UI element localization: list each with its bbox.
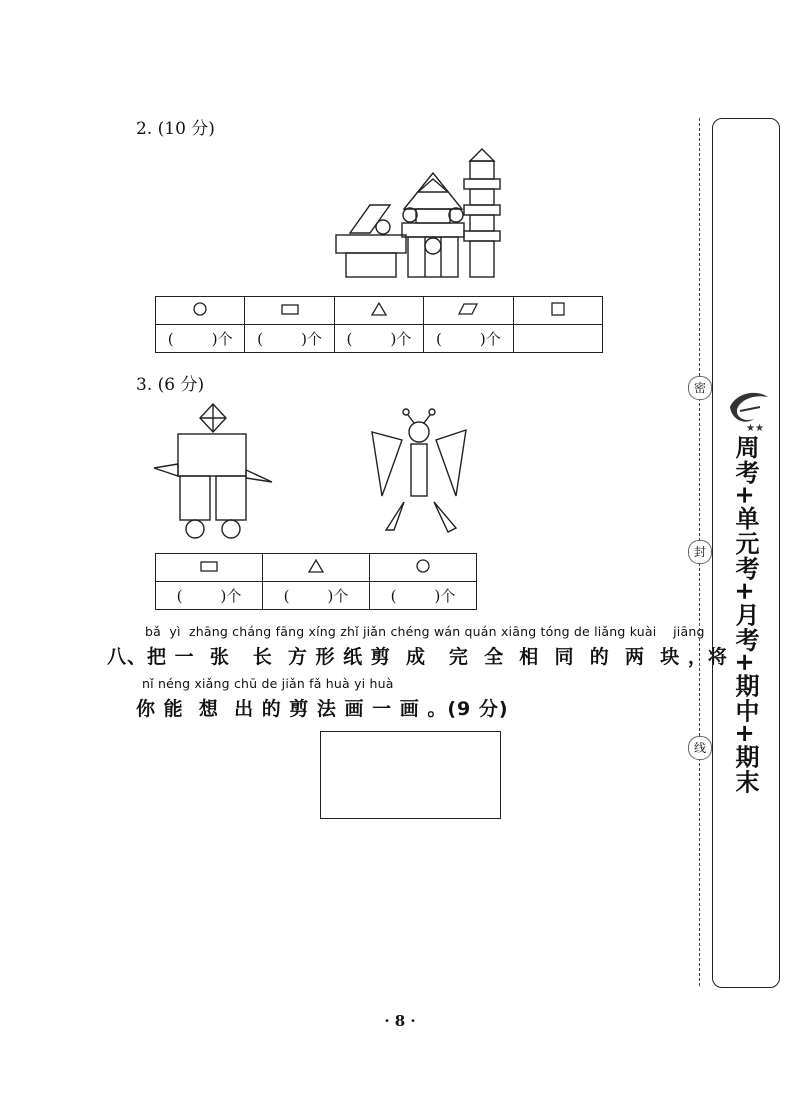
antenna-left bbox=[403, 409, 409, 415]
robot-right-wheel bbox=[222, 520, 240, 538]
triangle-header bbox=[263, 554, 370, 582]
seal-label-top: 密 bbox=[688, 376, 712, 400]
bird-left-foot bbox=[386, 502, 404, 530]
robot-body-rectangle bbox=[178, 434, 246, 476]
triangle-count-cell[interactable]: ( )个 bbox=[263, 582, 370, 610]
triangle-header bbox=[334, 297, 423, 325]
house-left-circle bbox=[403, 208, 417, 222]
robot-left-leg bbox=[180, 476, 210, 520]
tower-roof-triangle bbox=[470, 149, 494, 161]
page-number: · 8 · bbox=[384, 1012, 416, 1030]
circle-header bbox=[156, 297, 245, 325]
robot-left-arm bbox=[154, 464, 178, 476]
circle-header bbox=[370, 554, 477, 582]
q8-pinyin-line-1: bǎ yì zhāng cháng fāng xíng zhǐ jiǎn chéng wán quán xiāng tóng de liǎng kuài jiāng bbox=[145, 624, 705, 639]
series-title-vertical: 周考+单元考+月考+期中+期末 bbox=[731, 435, 759, 795]
bird-right-foot bbox=[434, 502, 456, 532]
seal-label-middle: 封 bbox=[688, 540, 712, 564]
house-body-rectangle bbox=[408, 237, 458, 277]
house-right-circle bbox=[449, 208, 463, 222]
circle-count-cell[interactable]: ( )个 bbox=[156, 325, 245, 353]
rectangle-count-cell[interactable]: ( )个 bbox=[156, 582, 263, 610]
parallelogram-icon bbox=[459, 304, 477, 314]
tower-rect-4 bbox=[464, 205, 500, 215]
robot-right-arm bbox=[246, 470, 272, 482]
circle-icon bbox=[417, 560, 429, 572]
robot-left-wheel bbox=[186, 520, 204, 538]
q8-pinyin-line-2: nǐ néng xiǎng chū de jiǎn fǎ huà yi huà bbox=[142, 676, 394, 691]
triangle-count-cell[interactable]: ( )个 bbox=[334, 325, 423, 353]
bird-head-circle bbox=[409, 422, 429, 442]
tower-rect-3 bbox=[470, 189, 494, 205]
triangle-icon bbox=[309, 560, 323, 572]
square-icon bbox=[552, 303, 564, 315]
circle-icon bbox=[194, 303, 206, 315]
q2-figure bbox=[330, 145, 510, 281]
left-parallelogram bbox=[350, 205, 390, 233]
antenna-right bbox=[429, 409, 435, 415]
series-logo-icon bbox=[724, 385, 774, 435]
robot-right-leg bbox=[216, 476, 246, 520]
rectangle-header bbox=[156, 554, 263, 582]
triangle-icon bbox=[372, 303, 386, 315]
rectangle-count-cell[interactable]: ( )个 bbox=[245, 325, 334, 353]
rectangle-icon bbox=[201, 562, 217, 571]
question-2-title: 2. (10 分) bbox=[136, 119, 215, 139]
circle-count-cell[interactable]: ( )个 bbox=[370, 582, 477, 610]
drawing-answer-box[interactable] bbox=[320, 731, 501, 819]
left-bottom-rectangle bbox=[346, 253, 396, 277]
q8-text-line-1: 八、把 一 张 长 方 形 纸 剪 成 完 全 相 同 的 两 块 ，将 bbox=[107, 646, 728, 668]
left-circle bbox=[376, 220, 390, 234]
q3-figure bbox=[150, 398, 470, 544]
rectangle-icon bbox=[282, 305, 298, 314]
house-top-rectangle bbox=[416, 209, 450, 223]
q3-count-table bbox=[155, 553, 477, 610]
tower-rect-1 bbox=[470, 161, 494, 179]
parallelogram-count-cell[interactable]: ( )个 bbox=[424, 325, 513, 353]
tower-rect-6 bbox=[464, 231, 500, 241]
q8-text-line-2: 你 能 想 出 的 剪 法 画 一 画 。(9 分) bbox=[136, 698, 509, 720]
q2-count-table bbox=[155, 296, 603, 353]
question-3-title: 3. (6 分) bbox=[136, 375, 205, 395]
bird-right-wing bbox=[436, 430, 466, 496]
tower-rect-2 bbox=[464, 179, 500, 189]
house-window-circle bbox=[425, 238, 441, 254]
house-band-rectangle bbox=[402, 223, 464, 237]
square-count-cell[interactable] bbox=[513, 325, 602, 353]
bird-left-wing bbox=[372, 432, 402, 496]
rectangle-header bbox=[245, 297, 334, 325]
seal-label-bottom: 线 bbox=[688, 736, 712, 760]
tower-rect-5 bbox=[470, 215, 494, 231]
svg-text:★★: ★★ bbox=[746, 423, 764, 434]
left-top-rectangle bbox=[336, 235, 406, 253]
tower-base-rectangle bbox=[470, 241, 494, 277]
square-header bbox=[513, 297, 602, 325]
bird-body-rectangle bbox=[411, 444, 427, 496]
parallelogram-header bbox=[424, 297, 513, 325]
